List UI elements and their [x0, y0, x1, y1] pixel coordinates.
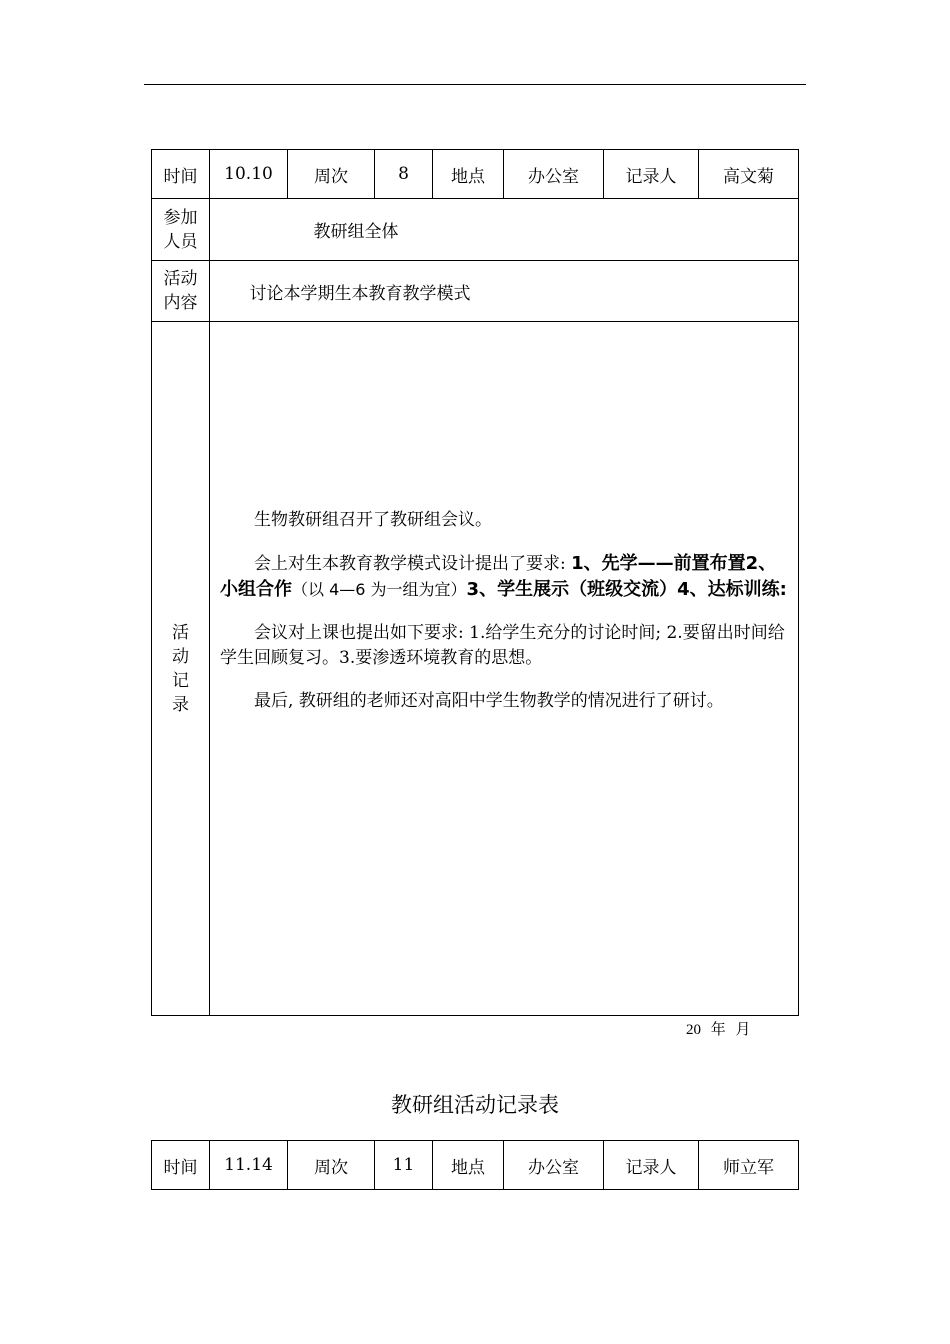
time-label: 时间: [152, 1141, 210, 1190]
record-paragraph-4: 最后, 教研组的老师还对高阳中学生物教学的情况进行了研讨。: [254, 691, 724, 711]
place-value: 办公室: [504, 150, 604, 199]
place-label: 地点: [433, 1141, 504, 1190]
time-value: 10.10: [210, 150, 288, 199]
record-body: [210, 322, 799, 1016]
week-value: 8: [375, 150, 433, 199]
record-label: 活 动 记 录: [152, 322, 210, 1016]
week-label: 周次: [288, 150, 375, 199]
time-label: 时间: [152, 150, 210, 199]
participants-label: 参加 人员: [152, 199, 210, 261]
activity-record-table-1: [151, 149, 799, 1016]
place-label: 地点: [433, 150, 504, 199]
recorder-label: 记录人: [604, 150, 699, 199]
week-value: 11: [375, 1141, 433, 1190]
time-value: 11.14: [210, 1141, 288, 1190]
recorder-label: 记录人: [604, 1141, 699, 1190]
activity-record-table-2: [151, 1140, 799, 1190]
record-paragraph-1: 生物教研组召开了教研组会议。: [254, 510, 492, 530]
recorder-value: 师立军: [699, 1141, 799, 1190]
content-label: 活动 内容: [152, 261, 210, 322]
header-row: [152, 150, 799, 199]
participants-value: 教研组全体: [210, 199, 799, 261]
page-title: 教研组活动记录表: [391, 1093, 559, 1117]
header-rule: [144, 84, 806, 85]
place-value: 办公室: [504, 1141, 604, 1190]
header-row: [152, 1141, 799, 1190]
date-line: 20 年 月: [686, 1022, 751, 1038]
record-row: [152, 322, 799, 1016]
record-paragraph-2: 会上对生本教育教学模式设计提出了要求: 1、先学——前置布置2、小组合作（以 4—6 为一组为宜）3、学生展示（班级交流）4、达标训练:: [220, 553, 787, 600]
content-row: [152, 261, 799, 322]
record-paragraph-3: 会议对上课也提出如下要求: 1.给学生充分的讨论时间; 2.要留出时间给学生回顾复习。3.要渗透环境教育的思想。: [220, 623, 785, 668]
week-label: 周次: [288, 1141, 375, 1190]
participants-row: [152, 199, 799, 261]
content-value: 讨论本学期生本教育教学模式: [210, 261, 799, 322]
recorder-value: 高文菊: [699, 150, 799, 199]
